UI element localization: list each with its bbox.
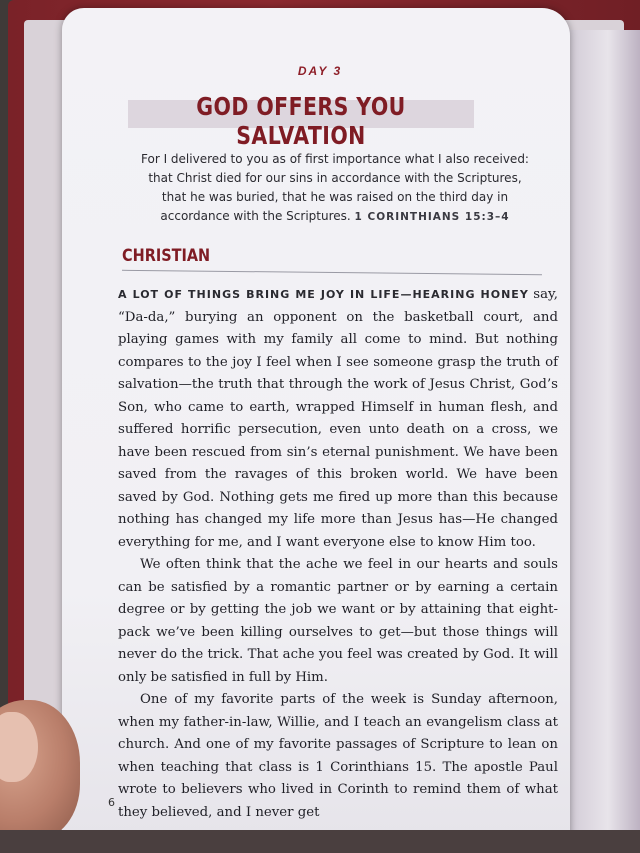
paragraph: One of my favorite parts of the week is Sunday afternoon, when my father-in-law, Willie, and I teach an evangelism class at church. And one of my favorite passages of Scripture to lean on when teaching that class is 1 Corinthians 15. The apostle Paul wrote to believers who lived in Corinth to remind them of what they believed, and I never get (118, 692, 558, 820)
page-edges (560, 30, 640, 850)
background-surface (0, 830, 640, 853)
verse-reference: 1 CORINTHIANS 15:3–4 (354, 211, 510, 223)
lead-in: A LOT OF THINGS BRING ME JOY IN LIFE—HEARING HONEY (118, 288, 529, 301)
verse-line: For I delivered to you as of first importance what I also received: (141, 152, 529, 166)
verse-line: that he was buried, that he was raised on the third day in (161, 190, 509, 204)
verse-line-last (120, 207, 550, 227)
page-number: 6 (108, 796, 115, 809)
day-label: DAY 3 (297, 64, 343, 78)
page-title: GOD OFFERS YOU SALVATION (196, 92, 406, 150)
section-heading: CHRISTIAN (122, 246, 211, 266)
verse-line: accordance with the Scriptures. (160, 209, 351, 223)
paragraph: We often think that the ache we feel in our hearts and souls can be satisfied by a romantic partner or by earning a certain degree or by getting the job we want or by attaining that eight-pack we’ve been killing ourselves to get—but those things will never do the trick. That ache you feel was created by God. It will only be satisfied in full by Him. (118, 557, 558, 685)
paragraph-text: say, “Da-da,” burying an opponent on the basketball court, and playing games with my family all come to mind. But nothing compares to the joy I feel when I see someone grasp the truth of salvation—the truth that through the work of Jesus Christ, God’s Son, who came to earth, wrapped Himself in human flesh, and suffered horrific persecution, even unto death on a cross, we have been rescued from sin’s eternal punishment. We have been saved from the ravages of this broken world. We have been saved by God. Nothing gets me fired up more than this because nothing has changed my life more than Jesus has—He changed everything for me, and I want everyone else to know Him too. (118, 287, 558, 550)
scripture-verse (120, 150, 550, 227)
title-block (126, 90, 476, 150)
paragraph (118, 284, 558, 554)
verse-line: that Christ died for our sins in accordance with the Scriptures, (148, 171, 522, 185)
body-text (118, 284, 558, 824)
